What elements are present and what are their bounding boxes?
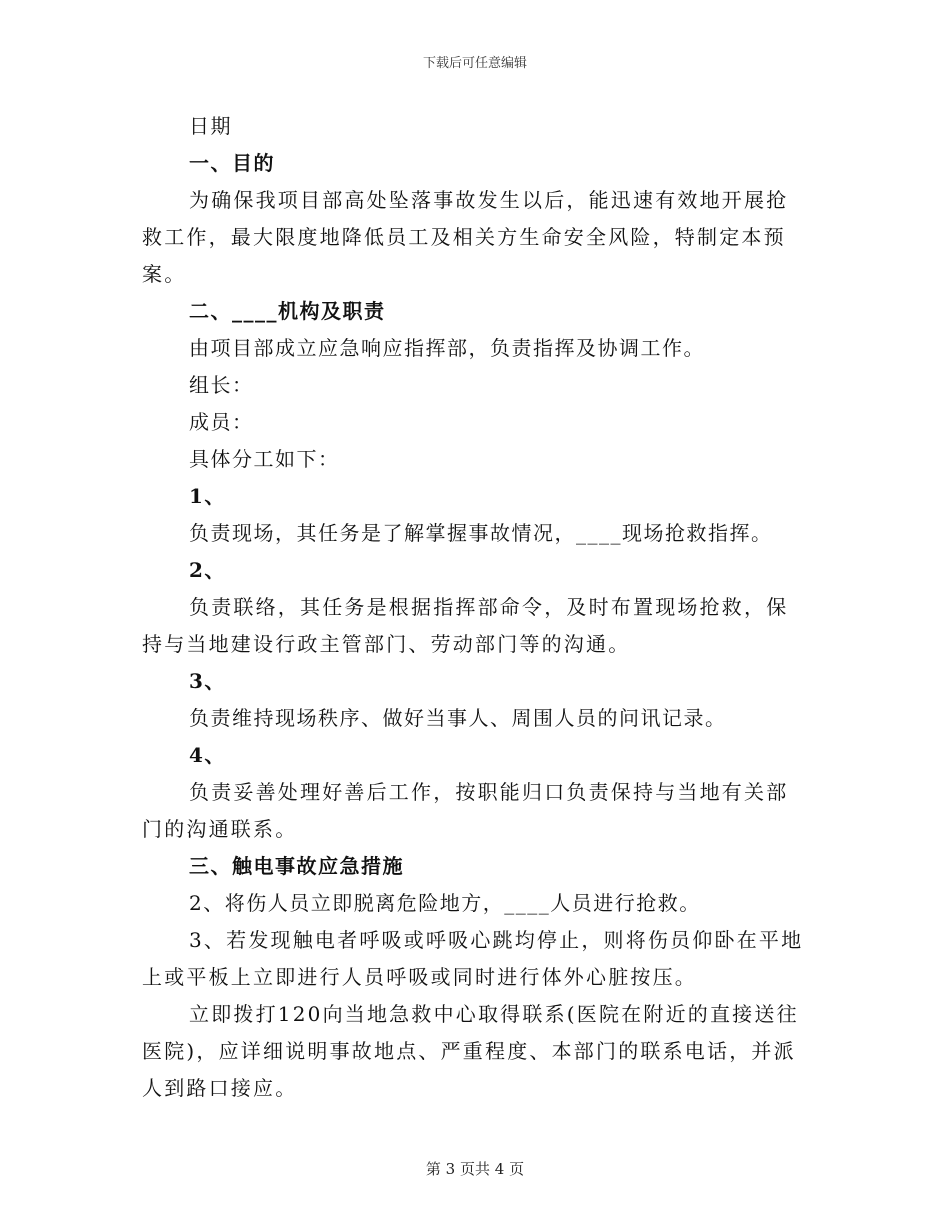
emergency-call-paragraph: 立即拨打120向当地急救中心取得联系(医院在附近的直接送往医院)，应详细说明事故地点、严重程度、本部门的联系电话，并派人到路口接应。 bbox=[142, 1002, 799, 1100]
section-heading-measures: 三、触电事故应急措施 bbox=[189, 854, 404, 878]
section-heading-organization: 二、____机构及职责 bbox=[189, 299, 386, 323]
purpose-paragraph: 为确保我项目部高处坠落事故发生以后，能迅速有效地开展抢救工作，最大限度地降低员工及相关方生命安全风险，特制定本预案。 bbox=[142, 188, 789, 286]
division-intro: 具体分工如下： bbox=[189, 447, 340, 471]
item-number-3: 3、 bbox=[189, 669, 226, 693]
item-1-text: 负责现场，其任务是了解掌握事故情况，____现场抢救指挥。 bbox=[189, 521, 773, 545]
item-4-text: 负责妥善处理好善后工作，按职能归口负责保持与当地有关部门的沟通联系。 bbox=[142, 780, 789, 841]
item-2-text: 负责联络，其任务是根据指挥部命令，及时布置现场抢救，保持与当地建设行政主管部门、劳动部门等的沟通。 bbox=[142, 595, 789, 656]
members-line: 成员： bbox=[189, 410, 254, 434]
measure-2-text: 2、将伤人员立即脱离危险地方，____人员进行抢救。 bbox=[189, 891, 701, 915]
organization-paragraph: 由项目部成立应急响应指挥部，负责指挥及协调工作。 bbox=[189, 336, 705, 360]
item-3-text: 负责维持现场秩序、做好当事人、周围人员的问讯记录。 bbox=[189, 706, 727, 730]
item-number-2: 2、 bbox=[189, 558, 226, 582]
page-footer: 第 3 页共 4 页 bbox=[425, 1160, 525, 1178]
team-leader-line: 组长： bbox=[189, 373, 254, 397]
item-number-4: 4、 bbox=[189, 743, 226, 767]
document-body bbox=[142, 108, 808, 1107]
item-number-1: 1、 bbox=[189, 484, 226, 508]
date-line: 日期 bbox=[189, 114, 232, 138]
section-heading-purpose: 一、目的 bbox=[189, 151, 275, 175]
page-header: 下载后可任意编辑 bbox=[422, 56, 527, 71]
measure-3-text: 3、若发现触电者呼吸或呼吸心跳均停止，则将伤员仰卧在平地上或平板上立即进行人员呼吸或同时进行体外心脏按压。 bbox=[142, 928, 804, 989]
